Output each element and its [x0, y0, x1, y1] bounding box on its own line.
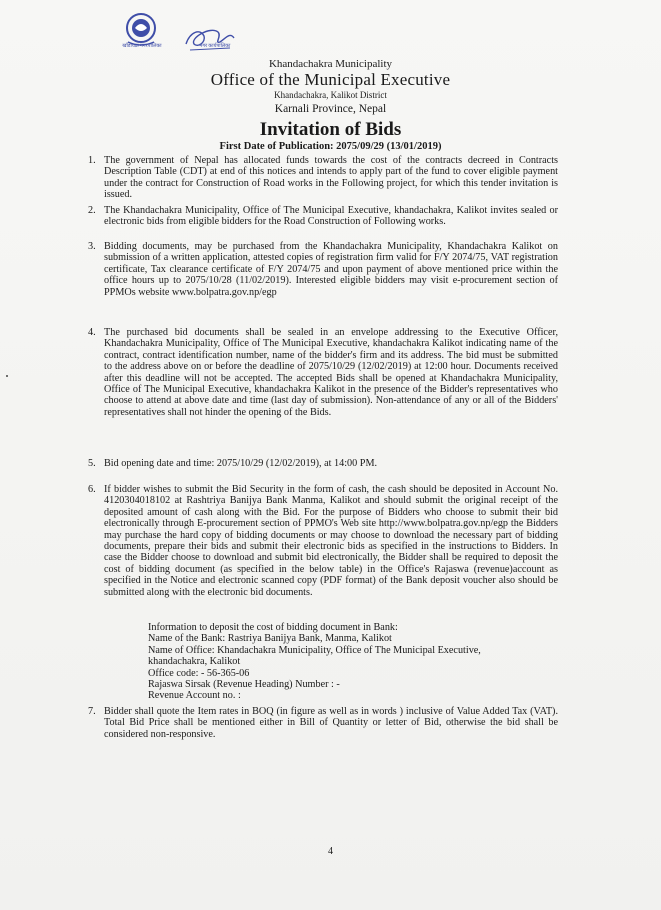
- item-number: 7.: [88, 706, 96, 717]
- item-number: 1.: [88, 155, 96, 166]
- item-text: Bidding documents, may be purchased from the Khandachakra Municipality, Khandachakra Kalikot on submission of a written application, attested copies of registration firm valid for F/Y 2074/75, VAT registration certificate, Tax clearance certificate of F/Y 2074/75 and upon payment of above mentioned price within the office hours up to 2075/10/28 (11/02/2019). Interested eligible bidders may visit e-procurement section of PPMOs website www.bolpatra.gov.np/egp: [104, 241, 558, 298]
- item-number: 6.: [88, 484, 96, 495]
- item-number: 3.: [88, 241, 96, 252]
- list-item: [88, 706, 558, 740]
- deposit-info-line: Revenue Account no. :: [148, 690, 241, 702]
- district-line: Khandachakra, Kalikot District: [274, 90, 387, 100]
- item-number: 2.: [88, 205, 96, 216]
- list-item: [88, 484, 558, 598]
- deposit-info-line: Name of Office: Khandachakra Municipality, Office of The Municipal Executive,: [148, 644, 481, 656]
- list-item: [88, 458, 558, 469]
- list-item: [88, 241, 558, 298]
- office-title: Office of the Municipal Executive: [210, 70, 451, 89]
- list-item: [88, 205, 558, 228]
- item-text: If bidder wishes to submit the Bid Security in the form of cash, the cash should be deposited in Account No. 4120304018102 at Rashtriya Banijya Bank Manma, Kalikot and should submit the original receipt of the deposited amount of cash along with the Bid. For the purpose of Bidders who choose to submit their bid electronically through E-procurement section of PPMO's Web site http://www.bolpatra.gov.np/egp the Bidders may purchase the hard copy of bidding documents or may choose to download the necessary part of bidding documents, prepare their bids and submit their electronic bids as specified in the instructions to Bidders. In case the Bidder choose to download and submit bid electronically, the Bidder shall be required to deposit the cost of bidding document (as specified in the below table) in the Office's Rajaswa (revenue)account as specified in the Notice and electronic scanned copy (PDF format) of the Bank deposit voucher also should be submitted along with the electronic bid documents.: [104, 484, 558, 598]
- item-text: Bid opening date and time: 2075/10/29 (12/02/2019), at 14:00 PM.: [104, 458, 378, 469]
- list-item: [88, 327, 558, 418]
- logo-caption: खाँडाचक्र नगरपालिका: [122, 44, 162, 49]
- item-text: The government of Nepal has allocated funds towards the cost of the contracts decreed in Contracts Description Table (CDT) at end of this notices and intends to apply part of the fund to cover eligible payment under the contract for Construction of Road works in the Following project, for which this tender invitation is issued.: [104, 155, 558, 201]
- municipality-name: Khandachakra Municipality: [268, 58, 393, 70]
- list-item: [88, 155, 558, 201]
- deposit-info-line: khandachakra, Kalikot: [148, 656, 241, 668]
- deposit-info-line: Rajaswa Sirsak (Revenue Heading) Number : -: [148, 679, 340, 691]
- deposit-info-line: Office code: - 56-365-06: [148, 667, 250, 679]
- signature-caption: नगर कार्यपालिका: [199, 44, 231, 49]
- page-number: 4: [328, 846, 333, 857]
- deposit-info-line: Name of the Bank: Rastriya Banijya Bank, Manma, Kalikot: [148, 633, 392, 645]
- deposit-info-block: [148, 622, 548, 702]
- item-text: Bidder shall quote the Item rates in BOQ (in figure as well as in words ) inclusive of Value Added Tax (VAT). Total Bid Price shall be mentioned either in Bill of Quantity or letter of Bid, otherwise the bid shall be considered non-responsive.: [104, 706, 558, 740]
- province-line: Karnali Province, Nepal: [274, 103, 387, 115]
- scan-speck: [6, 375, 8, 377]
- publication-date: First Date of Publication: 2075/09/29 (13/01/2019): [219, 141, 442, 152]
- item-number: 5.: [88, 458, 96, 469]
- signature-icon: [180, 18, 240, 60]
- deposit-info-line: Information to deposit the cost of bidding document in Bank:: [148, 622, 398, 633]
- item-text: The purchased bid documents shall be sealed in an envelope addressing to the Executive Officer, Khandachakra Municipality, Office of The Municipal Executive, khandachakra Kalikot indicating name of the contract, contract identification number, name of the bidder's firm and its address. The bid must be submitted to the address above on or before the deadline of 2075/10/29 (12/02/2019) at 12:00 hour. Documents received after this deadline will not be accepted. The accepted Bids shall be opened at Khandachakra Municipality, Office of The Municipal Executive, khandachakra Kalikot in the presence of the Bidder's representatives who choose to attend at above date and time (last day of submission). Non-attendance of any or all of the Bidders' representatives shall not hinder the opening of the Bids.: [104, 327, 558, 418]
- page-title: Invitation of Bids: [259, 119, 402, 140]
- item-text: The Khandachakra Municipality, Office of The Municipal Executive, khandachakra, Kalikot invites sealed or electronic bids from eligible bidders for the Road Construction of Following works.: [104, 205, 558, 228]
- item-number: 4.: [88, 327, 96, 338]
